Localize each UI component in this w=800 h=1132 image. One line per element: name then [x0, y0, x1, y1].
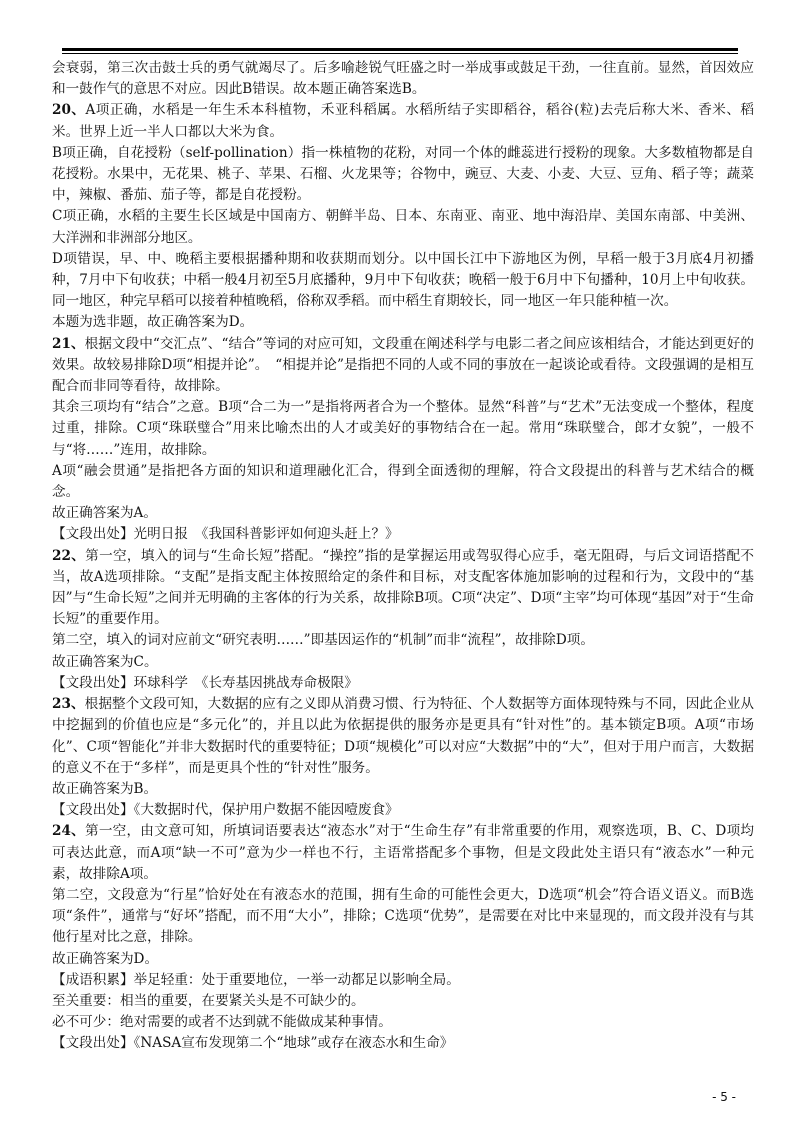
paragraph: 22、第一空，填入的词与“生命长短”搭配。“操控”指的是掌握运用或驾驭得心应手，毫无阻碍，与后文词语搭配不当，故A选项排除。“支配”是指支配主体按照给定的条件和目标，对支配客体施加影响的过程和行为，文段中的“基因”与“生命长短”之间并无明确的主客体的行为关系，故排除B项。C项“决定”、D项“主宰”均可体现“基因”对于“生命长短”的重要作用。: [52, 547, 754, 628]
question-number: 24、: [52, 823, 85, 840]
header-rule-thin: [62, 53, 738, 54]
paragraph: C项正确，水稻的主要生长区域是中国南方、朝鲜半岛、日本、东南亚、南亚、地中海沿岸、美国东南部、中美洲、大洋洲和非洲部分地区。: [52, 208, 754, 246]
source-note: 【文段出处】《大数据时代，保护用户数据不能因噎废食》: [52, 802, 399, 819]
paragraph: 本题为选非题，故正确答案为D。: [52, 314, 254, 331]
paragraph: 会衰弱，第三次击鼓士兵的勇气就竭尽了。后多喻趁锐气旺盛之时一举成事或鼓足干劲，一往直前。显然，首因效应和一鼓作气的意思不对应。因此B错误。故本题正确答案选B。: [52, 60, 754, 98]
paragraph: 20、A项正确，水稻是一年生禾本科植物，禾亚科稻属。水稻所结子实即稻谷，稻谷(粒)去壳后称大米、香米、稻米。世界上近一半人口都以大米为食。: [52, 102, 755, 140]
paragraph: 故正确答案为B。: [52, 780, 158, 797]
paragraph: 第二空，填入的词对应前文“研究表明……”即基因运作的“机制”而非“流程”，故排除D项。: [52, 632, 594, 649]
paragraph: 23、根据整个文段可知，大数据的应有之义即从消费习惯、行为特征、个人数据等方面体现特殊与不同，因此企业从中挖掘到的价值也应是“多元化”的，并且以此为依据提供的服务亦是更具有“针对性”的。基本锁定B项。A项“市场化”、C项“智能化”并非大数据时代的重要特征；D项“规模化”可以对应“大数据”中的“大”，但对于用户而言，大数据的意义不在于“多样”，而是更具个性的“针对性”服务。: [52, 696, 755, 776]
paragraph: 故正确答案为A。: [52, 505, 157, 522]
question-number: 23、: [52, 696, 85, 713]
idiom-note: 必不可少：绝对需要的或者不达到就不能做成某种事情。: [52, 1014, 392, 1031]
document-body: [52, 58, 754, 1055]
paragraph: B项正确，自花授粉（self-pollination）指一株植物的花粉，对同一个体的雌蕊进行授粉的现象。大多数植物都是自花授粉。水果中，无花果、桃子、苹果、石榴、火龙果等；谷物中，豌豆、大麦、小麦、大豆、豆角、稻子等；蔬菜中，辣椒、番茄、茄子等，都是自花授粉。: [52, 144, 754, 204]
paragraph: 其余三项均有“结合”之意。B项“合二为一”是指将两者合为一个整体。显然“科普”与“艺术”无法变成一个整体，程度过重，排除。C项“珠联璧合”用来比喻杰出的人才或美好的事物结合在一起。常用“珠联璧合，郎才女貌”，一般不与“将……”连用，故排除。: [52, 399, 754, 458]
question-number: 22、: [52, 547, 86, 564]
source-note: 【文段出处】环球科学 《长寿基因挑战寿命极限》: [52, 674, 358, 691]
source-note: 【文段出处】《NASA宣布发现第二个“地球”或存在液态水和生命》: [52, 1035, 454, 1052]
paragraph: 第二空，文段意为“行星”恰好处在有液态水的范围，拥有生命的可能性会更大，D选项“机会”符合语义语义。而B选项“条件”，通常与“好坏”搭配，而不用“大小”，排除；C选项“优势”，是需要在对比中来显现的，而文段并没有与其他行星对比之意，排除。: [52, 886, 754, 946]
source-note: 【文段出处】光明日报 《我国科普影评如何迎头赶上？》: [52, 526, 399, 543]
question-number: 21、: [52, 335, 85, 352]
question-number: 20、: [52, 102, 86, 119]
paragraph: 故正确答案为D。: [52, 950, 159, 967]
paragraph: 故正确答案为C。: [52, 653, 158, 670]
paragraph: D项错误，早、中、晚稻主要根据播种期和收获期而划分。以中国长江中下游地区为例，早稻一般于3月底4月初播种，7月中下旬收获；中稻一般4月初至5月底播种，9月中下旬收获；晚稻一般于6月中下旬播种，10月上中旬收获。同一地区，种完早稻可以接着种植晚稻，俗称双季稻。而中稻生育期较长，同一地区一年只能种植一次。: [52, 250, 754, 310]
idiom-note: 【成语积累】举足轻重：处于重要地位，一举一动都足以影响全局。: [52, 971, 460, 988]
header-rule-thick: [62, 48, 738, 51]
paragraph: 21、根据文段中“交汇点”、“结合”等词的对应可知，文段重在阐述科学与电影二者之间应该相结合，才能达到更好的效果。故较易排除D项“相提并论”。 “相提并论”是指把不同的人或不同的事放在一起谈论或看待。文段强调的是相互配合而非同等看待，故排除。: [52, 335, 755, 395]
idiom-note: 至关重要：相当的重要，在要紧关头是不可缺少的。: [52, 992, 365, 1009]
paragraph: A项“融会贯通”是指把各方面的知识和道理融化汇合，得到全面透彻的理解，符合文段提出的科普与艺术结合的概念。: [52, 462, 754, 501]
paragraph: 24、第一空，由文意可知，所填词语要表达“液态水”对于“生命生存”有非常重要的作用，观察选项，B、C、D项均可表达此意，而A项“缺一不可”意为少一样也不行，主语常搭配多个事物，但是文段此处主语只有“液态水”一种元素，故排除A项。: [52, 823, 754, 882]
page-number: - 5 -: [712, 1090, 736, 1104]
